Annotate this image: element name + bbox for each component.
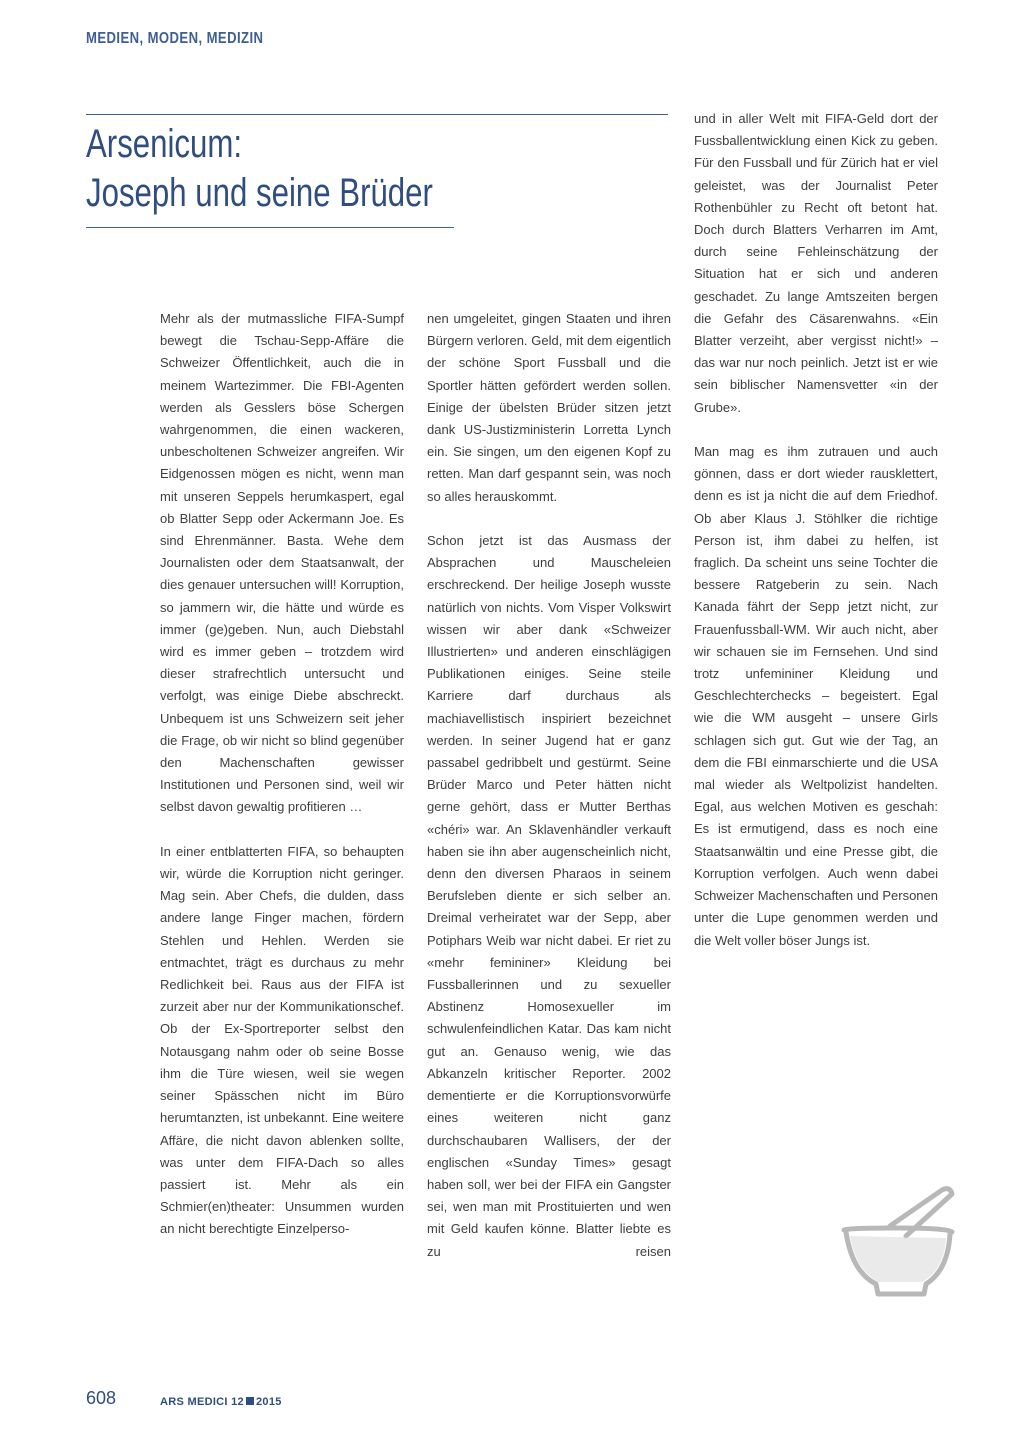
paragraph: nen umgeleitet, gingen Staaten und ihren Bürgern verloren. Geld, mit dem eigentlich der schöne Sport Fussball und die Sportler hätten gefördert werden sollen. Einige der übelsten Brüder sitzen jetzt dank US-Justizministerin Lorretta Lynch ein. Sie singen, um den eigenen Kopf zu retten. Man darf gespannt sein, was noch so alles herauskommt. bbox=[427, 311, 671, 504]
section-label: MEDIEN, MODEN, MEDIZIN bbox=[86, 30, 264, 47]
mortar-and-pestle-icon bbox=[838, 1182, 958, 1302]
title-line-1: Arsenicum: bbox=[86, 122, 243, 166]
square-icon bbox=[246, 1397, 254, 1405]
page-number: 608 bbox=[86, 1388, 117, 1408]
magazine-year: 2015 bbox=[255, 1396, 282, 1408]
title-bottom-rule bbox=[86, 227, 454, 228]
magazine-footer bbox=[160, 1396, 282, 1408]
title-line-2: Joseph und seine Brüder bbox=[86, 171, 433, 215]
magazine-name: ARS MEDICI 12 bbox=[160, 1396, 244, 1408]
column-1 bbox=[160, 308, 404, 1241]
paragraph: Schon jetzt ist das Ausmass der Absprachen und Mauscheleien erschreckend. Der heilige Joseph wusste natürlich von nichts. Vom Visper Volkswirt wissen wir aber dank «Schweizer Illustrierten» und anderen einschlägigen Publikationen einiges. Seine steile Karriere darf durchaus als machiavellistisch inspiriert bezeichnet werden. In seiner Jugend hat er ganz passabel gedribbelt und gestürmt. Seine Brüder Marco und Peter hätten nicht gerne gehört, dass er Mutter Berthas «chéri» war. An Sklavenhändler verkauft haben sie ihn aber augenscheinlich nicht, denn den diversen Pharaos in seinem Berufsleben diente er sich selber an. Dreimal verheiratet war der Sepp, aber Potiphars Weib war nicht dabei. Er riet zu «mehr femininer» Kleidung bei Fussballerinnen und zu sexueller Abstinenz Homosexueller im schwulenfeindlichen Katar. Das kam nicht gut an. Genauso wenig, wie das Abkanzeln kritischer Reporter. 2002 dementierte er die Korruptionsvorwürfe eines weiteren nicht ganz durchschaubaren Wallisers, der der englischen «Sunday Times» gesagt haben soll, wer bei der FIFA ein Gangster sei, wen man mit Prostituierten und wen mit Geld kaufen könne. Blatter liebte es zu reisen bbox=[427, 533, 671, 1259]
title-top-rule bbox=[86, 114, 668, 115]
column-2 bbox=[427, 308, 671, 1263]
column-3 bbox=[694, 108, 938, 952]
article-title bbox=[86, 120, 433, 218]
paragraph: Mehr als der mutmassliche FIFA-Sumpf bewegt die Tschau-Sepp-Affäre die Schweizer Öffentlichkeit, auch die in meinem Wartezimmer. Die FBI-Agenten werden als Gesslers böse Schergen wahrgenommen, die einen wackeren, unbescholtenen Schweizer angreifen. Wir Eidgenossen mögen es nicht, wenn man mit unseren Seppels herumkaspert, egal ob Blatter Sepp oder Ackermann Joe. Es sind Ehrenmänner. Basta. Wehe dem Journalisten oder dem Staatsanwalt, der dies genauer untersuchen will! Korruption, so jammern wir, die hätte und würde es immer (ge)geben. Nun, auch Diebstahl wird es immer geben – trotzdem wird dieser strafrechtlich untersucht und verfolgt, was einige Diebe abschreckt. Unbequem ist uns Schweizern seit jeher die Frage, ob wir nicht so blind gegenüber den Machenschaften gewisser Institutionen und Personen sind, weil wir selbst davon gewaltig profitieren … bbox=[160, 311, 404, 815]
paragraph: Man mag es ihm zutrauen und auch gönnen, dass er dort wieder rausklettert, denn es ist ja nicht die auf dem Friedhof. Ob aber Klaus J. Stöhlker die richtige Person ist, ihm dabei zu helfen, ist fraglich. Da scheint uns seine Tochter die bessere Ratgeberin zu sein. Nach Kanada fährt der Sepp jetzt nicht, zur Frauenfussball-WM. Wir auch nicht, aber wir schauen sie im Fernsehen. Und sind trotz unfemininer Kleidung und Geschlechterchecks – begeistert. Egal wie die WM ausgeht – unsere Girls schlagen sich gut. Gut wie der Tag, an dem die FBI einmarschierte und die USA mal wieder als Weltpolizist handelten. Egal, aus welchen Motiven es geschah: Es ist ermutigend, dass es noch eine Staatsanwältin und eine Presse gibt, die Korruption verfolgen. Auch wenn dabei Schweizer Machenschaften und Personen unter die Lupe genommen werden und die Welt voller böser Jungs ist. bbox=[694, 444, 938, 948]
paragraph: In einer entblatterten FIFA, so behaupten wir, würde die Korruption nicht geringer. Mag sein. Aber Chefs, die dulden, dass andere lange Finger machen, fördern Stehlen und Hehlen. Werden sie entmachtet, trägt es durchaus zu mehr Redlichkeit bei. Raus aus der FIFA ist zurzeit aber nur der Kommunikationschef. Ob der Ex-Sportreporter selbst den Notausgang nahm oder ob seine Bosse ihm die Türe wiesen, weil sie wegen seiner Spässchen nicht im Büro herumtanzten, ist unbekannt. Eine weitere Affäre, die nicht davon ablenken sollte, was unter dem FIFA-Dach so alles passiert ist. Mehr als ein Schmier(en)theater: Unsummen wurden an nicht berechtigte Einzelperso- bbox=[160, 843, 404, 1237]
paragraph: und in aller Welt mit FIFA-Geld dort der Fussballentwicklung einen Kick zu geben. Für den Fussball und für Zürich hat er viel geleistet, was der Journalist Peter Rothenbühler zu Recht oft betont hat. Doch durch Blatters Verharren im Amt, durch seine Fehleinschätzung der Situation hat er sich und anderen geschadet. Zu lange Amtszeiten bergen die Gefahr des Cäsarenwahns. «Ein Blatter verzeiht, aber vergisst nicht!» – das war nur noch peinlich. Jetzt ist er wie sein biblischer Namensvetter «in der Grube». bbox=[694, 111, 938, 415]
